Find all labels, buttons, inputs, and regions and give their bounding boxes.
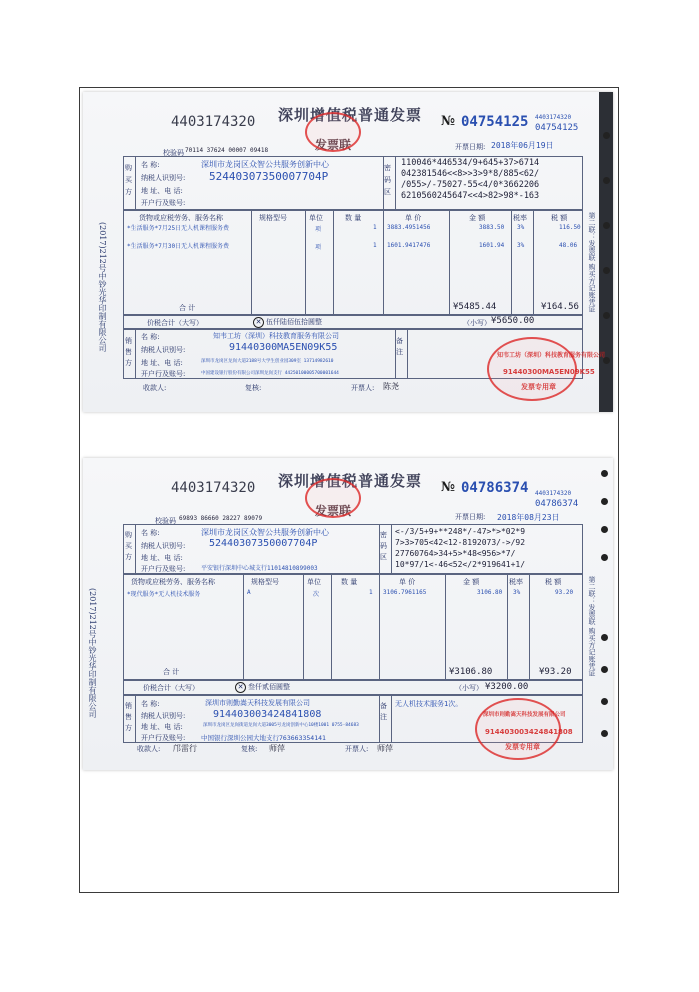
col-qty: 数 量 (345, 214, 362, 222)
col-item: 货物或应税劳务、服务名称 (139, 214, 223, 222)
total-amount: ¥3106.80 (449, 667, 493, 677)
cross-circle-icon: ✕ (235, 682, 246, 693)
col-amount: 金 额 (469, 214, 486, 222)
seal-label: 发票专用章 (521, 383, 556, 391)
buyer-tax-id: 52440307350007704P (209, 170, 329, 183)
seller-tax-label: 纳税人识别号: (141, 712, 186, 720)
seller-name: 深圳市则勤嵩天科技发展有限公司 (205, 699, 310, 707)
item-amount: 3883.50 (479, 224, 505, 231)
perforation-hole (601, 470, 608, 477)
perforation-hole (601, 666, 608, 673)
item-unit: 次 (313, 591, 320, 598)
cipher-label: 密码区 (380, 531, 387, 561)
perforation-hole (601, 526, 608, 533)
perforation-hole (601, 498, 608, 505)
invoice-subtitle: 发票联 (315, 138, 352, 152)
seal-company-name: 深圳市则勤嵩天科技发展有限公司 (483, 712, 566, 718)
buyer-bank-label: 开户行及账号: (141, 565, 186, 573)
drawer: 陈尧 (383, 382, 399, 391)
invoice-2 (83, 458, 613, 770)
item-spec: A (247, 589, 251, 596)
tax-bureau-seal (305, 478, 361, 518)
buyer-tax-id: 52440307350007704P (209, 538, 318, 549)
seal-label: 发票专用章 (505, 743, 540, 751)
code-small-1: 4403174320 (535, 114, 572, 121)
remarks-label: 备注 (380, 702, 387, 721)
col-unit: 单位 (309, 214, 323, 222)
item-rate: 3% (517, 224, 525, 231)
printer-text: (2017)212号中钞光华印制有限公司 (88, 588, 97, 718)
reviewer-label: 复核: (245, 384, 262, 392)
col-tax: 税 额 (551, 214, 568, 222)
total-label: 合 计 (163, 668, 180, 676)
buyer-addr-label: 地 址、电 话: (141, 554, 183, 562)
buyer-tax-label: 纳税人识别号: (141, 174, 186, 182)
seller-name-label: 名 称: (141, 333, 160, 341)
item-unit: 项 (315, 226, 322, 233)
no-label: № (441, 114, 456, 129)
issue-date: 2018年08月23日 (497, 513, 560, 522)
perforation-hole (603, 132, 610, 139)
invoice-1 (83, 92, 613, 412)
col-rate: 税率 (509, 578, 523, 586)
col-qty: 数 量 (341, 578, 358, 586)
buyer-name-label: 名 称: (141, 161, 160, 169)
buyer-bank-label: 开户行及账号: (141, 199, 186, 207)
cipher-label: 密码区 (384, 164, 391, 196)
buyer-name-label: 名 称: (141, 529, 160, 537)
seller-bank: 中国银行深圳公园大地支行763663354141 (201, 734, 326, 742)
seller-addr-label: 地 址、电 话: (141, 723, 183, 731)
drawer: 师萍 (377, 744, 393, 753)
drawer-label: 开票人: (345, 745, 369, 753)
col-spec: 规格型号 (259, 214, 287, 222)
seller-bank-label: 开户行及账号: (141, 370, 186, 378)
printer-text: (2017)212号中钞光华印制有限公司 (98, 222, 107, 352)
cipher-line: 27760764>34+5>*48<956>*7/ (395, 549, 516, 558)
remarks-label: 备注 (396, 337, 403, 356)
seal-company-name: 知韦工坊（深圳）科技教育服务有限公司 (497, 352, 606, 359)
item-rate: 3% (517, 242, 525, 249)
check-code-label: 校验码 (155, 517, 176, 525)
issue-date-label: 开票日期: (455, 513, 486, 521)
buyer-label: 购买方 (125, 531, 132, 561)
reviewer-label: 复核: (241, 745, 258, 753)
buyer-bank: 平安银行深圳中心城支行11014810899003 (201, 565, 318, 572)
code-small-2: 04786374 (535, 499, 579, 509)
reviewer: 师萍 (269, 744, 285, 753)
grand-words: 叁仟贰佰圆整 (248, 683, 290, 691)
seller-tax-id: 914403003424841808 (213, 709, 322, 720)
seal-tax-id: 91440300MA5EN09K55 (503, 368, 595, 376)
item-name: *生活服务*7月25日无人机课程服务费 (127, 225, 230, 232)
check-code: 69893 86660 28227 89079 (179, 515, 263, 522)
perforation-hole (601, 554, 608, 561)
seller-bank-label: 开户行及账号: (141, 734, 186, 742)
code-small-2: 04754125 (535, 123, 579, 133)
grand-words-wrap (253, 317, 322, 328)
drawer-label: 开票人: (351, 384, 375, 392)
no-label: № (441, 480, 456, 495)
col-tax: 税 额 (545, 578, 562, 586)
invoice-title: 深圳增值税普通发票 (278, 106, 423, 124)
grand-label: 价税合计（大写） (143, 684, 199, 692)
total-label: 合 计 (179, 304, 196, 312)
total-tax: ¥164.56 (541, 302, 579, 312)
seller-label: 销售方 (125, 337, 132, 367)
cipher-line: 6210560245647<<4>82>98*-163 (401, 191, 540, 201)
payee-label: 收款人: (137, 745, 161, 753)
item-price: 3883.4951456 (387, 224, 431, 231)
cross-circle-icon: ✕ (253, 317, 264, 328)
grand-small: ¥5650.00 (491, 316, 535, 326)
seller-addr: 深圳市龙岗区龙岗街道龙岗大道3005号龙岗创新中心10楼1001 0755-84683 (203, 723, 359, 728)
seller-addr-label: 地 址、电 话: (141, 359, 183, 367)
perforation-hole (601, 730, 608, 737)
item-qty: 1 (369, 589, 373, 596)
buyer-name: 深圳市龙岗区众智公共服务创新中心 (201, 528, 329, 537)
cipher-line: 042381546<<8>>3>9*8/885<62/ (401, 169, 540, 179)
item-rate: 3% (513, 589, 521, 596)
col-unit: 单位 (307, 578, 321, 586)
seller-name-label: 名 称: (141, 700, 160, 708)
grand-words-wrap (235, 682, 290, 693)
payee: 邝雷行 (173, 744, 197, 753)
buyer-name: 深圳市龙岗区众智公共服务创新中心 (201, 160, 329, 169)
check-code: 70114 37624 00007 09418 (185, 147, 269, 154)
grand-small-label: （小写） (463, 319, 491, 327)
seller-addr: 深圳市龙岗区龙岗大道2188号大学生创业园309室 13714982610 (201, 359, 334, 364)
col-price: 单 价 (405, 214, 422, 222)
seller-tax-id: 91440300MA5EN09K55 (229, 342, 338, 353)
perforation-hole (603, 312, 610, 319)
seller-name: 知韦工坊（深圳）科技教育服务有限公司 (213, 332, 339, 340)
item-tax: 48.06 (559, 242, 578, 249)
col-price: 单 价 (399, 578, 416, 586)
perforation-hole (601, 698, 608, 705)
invoice-number: 04754125 (461, 114, 529, 130)
cipher-line: 10*97/1<-46<52</2*919641+1/ (395, 560, 526, 569)
tax-bureau-seal (305, 112, 361, 152)
buyer-label: 购买方 (125, 164, 132, 196)
grand-words: 伍仟陆佰伍拾圆整 (266, 318, 322, 326)
seal-tax-id: 914403003424841808 (485, 728, 573, 736)
invoice-code-left: 4403174320 (171, 480, 256, 496)
perforation-hole (603, 222, 610, 229)
scan-edge-right (599, 92, 613, 412)
invoice-code-left: 4403174320 (171, 114, 256, 130)
perforation-hole (603, 177, 610, 184)
cipher-line: 110046*446534/9+645+37>6714 (401, 158, 540, 168)
item-tax: 93.20 (555, 589, 574, 596)
check-code-label: 校验码 (163, 149, 184, 157)
total-amount: ¥5485.44 (453, 302, 497, 312)
item-qty: 1 (373, 224, 377, 231)
col-item: 货物或应税劳务、服务名称 (131, 578, 215, 586)
item-price: 3106.7961165 (383, 589, 427, 596)
col-rate: 税率 (513, 214, 527, 222)
cipher-line: /055>/-75027-55<4/0*3662206 (401, 180, 540, 190)
col-spec: 规格型号 (251, 578, 279, 586)
issue-date: 2018年06月19日 (491, 141, 554, 150)
item-name: *现代服务*无人机技术服务 (127, 591, 201, 598)
remarks: 无人机技术服务1次。 (395, 700, 463, 708)
invoice-subtitle: 发票联 (315, 504, 352, 518)
item-qty: 1 (373, 242, 377, 249)
grand-small: ¥3200.00 (485, 682, 529, 692)
side-text: 第二联：发票联 购买方记账凭证 (588, 576, 596, 677)
total-tax: ¥93.20 (539, 667, 572, 677)
item-tax: 116.50 (559, 224, 581, 231)
side-text: 第二联：发票联 购买方记账凭证 (588, 212, 596, 313)
payee-label: 收款人: (143, 384, 167, 392)
buyer-addr-label: 地 址、电 话: (141, 187, 183, 195)
seller-label: 销售方 (125, 702, 132, 732)
cipher-line: <-/3/5+9+**248*/-47>*>*02*9 (395, 527, 526, 536)
grand-small-label: （小写） (455, 684, 483, 692)
invoice-number: 04786374 (461, 480, 529, 496)
item-amount: 1601.94 (479, 242, 505, 249)
seller-bank: 中国建设银行股份有限公司深圳龙岗支行 44250100005700001644 (201, 371, 339, 376)
item-amount: 3106.80 (477, 589, 503, 596)
item-name: *生活服务*7月30日无人机课程服务费 (127, 243, 230, 250)
invoice-title: 深圳增值税普通发票 (278, 472, 423, 490)
buyer-tax-label: 纳税人识别号: (141, 542, 186, 550)
cipher-line: 7>3>705<42<12-8192073/->/92 (395, 538, 526, 547)
code-small-1: 4403174320 (535, 490, 572, 497)
grand-label: 价税合计（大写） (147, 319, 203, 327)
seller-tax-label: 纳税人识别号: (141, 346, 186, 354)
col-amount: 金 额 (463, 578, 480, 586)
item-price: 1601.9417476 (387, 242, 431, 249)
issue-date-label: 开票日期: (455, 143, 486, 151)
perforation-hole (603, 267, 610, 274)
perforation-hole (601, 634, 608, 641)
item-unit: 项 (315, 244, 322, 251)
